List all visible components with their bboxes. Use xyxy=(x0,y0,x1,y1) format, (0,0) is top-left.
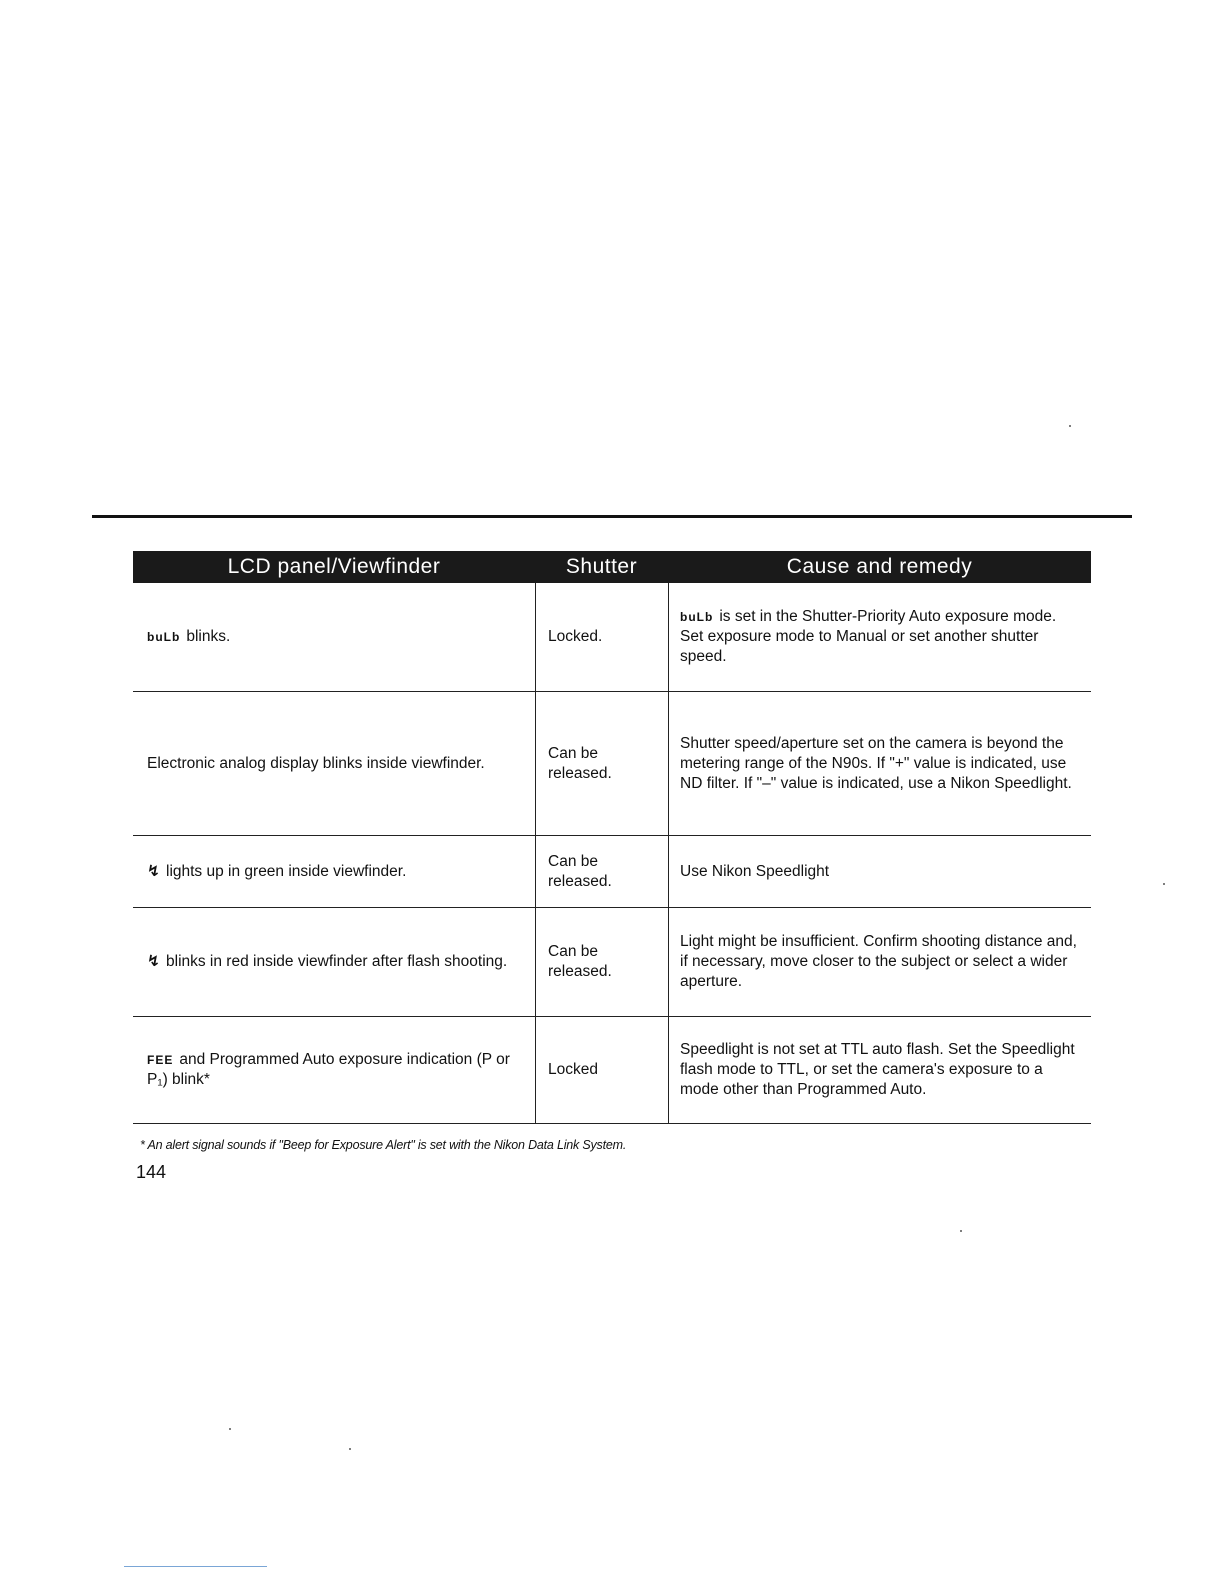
cell-remedy: Shutter speed/aperture set on the camera is beyond the metering range of the N90s. If "+" value is indicated, use ND filter. If "–" value is indicated, use a Nikon Speedlight. xyxy=(668,692,1091,835)
cell-shutter: Can be released. xyxy=(535,692,668,835)
header-cause-remedy: Cause and remedy xyxy=(786,555,973,578)
cell-remedy: Light might be insufficient. Confirm shooting distance and, if necessary, move closer to the subject or select a wider aperture. xyxy=(668,908,1091,1016)
table-row xyxy=(133,836,1091,908)
cell-shutter: Can be released. xyxy=(535,836,668,907)
cell-shutter: Locked xyxy=(535,1017,668,1123)
cell-shutter: Locked. xyxy=(535,583,668,691)
cell-remedy: Speedlight is not set at TTL auto flash. Set the Speedlight flash mode to TTL, or set the camera's exposure to a mode other than Programmed Auto. xyxy=(668,1017,1091,1123)
cell-indicator xyxy=(133,583,535,691)
troubleshooting-table xyxy=(133,551,1091,1124)
remedy-text: is set in the Shutter-Priority Auto exposure mode. Set exposure mode to Manual or set another shutter speed. xyxy=(680,608,1057,665)
cell-indicator xyxy=(133,1017,535,1123)
cell-remedy xyxy=(668,583,1091,691)
header-shutter: Shutter xyxy=(565,555,638,578)
cell-indicator xyxy=(133,836,535,907)
scan-speck xyxy=(229,1428,231,1430)
cell-shutter: Can be released. xyxy=(535,908,668,1016)
page-number: 144 xyxy=(136,1162,167,1182)
table-row xyxy=(133,583,1091,692)
scan-speck xyxy=(1163,883,1165,885)
fee-code: FEE xyxy=(147,1053,174,1067)
table-header xyxy=(133,551,1091,583)
indicator-text: and Programmed Auto exposure indication (P or P₁) blink* xyxy=(147,1051,510,1088)
cell-indicator: Electronic analog display blinks inside viewfinder. xyxy=(147,754,485,772)
bulb-code: buLb xyxy=(147,630,181,644)
indicator-text: lights up in green inside viewfinder. xyxy=(166,862,407,880)
table-row xyxy=(133,1017,1091,1124)
flash-ready-icon: ↯ xyxy=(147,862,160,880)
bulb-code: buLb xyxy=(680,610,714,624)
scan-speck xyxy=(1069,425,1071,427)
flash-ready-icon: ↯ xyxy=(147,953,160,970)
indicator-text: blinks in red inside viewfinder after flash shooting. xyxy=(166,953,508,970)
scan-speck xyxy=(349,1448,351,1450)
table-row xyxy=(133,692,1091,836)
header-lcd-panel: LCD panel/Viewfinder xyxy=(227,555,441,578)
section-divider xyxy=(92,515,1132,518)
footnote: * An alert signal sounds if "Beep for Exposure Alert" is set with the Nikon Data Link System. xyxy=(140,1138,627,1152)
cell-indicator xyxy=(133,908,535,1016)
indicator-text: blinks. xyxy=(186,628,231,645)
table-row xyxy=(133,908,1091,1017)
scan-speck xyxy=(960,1230,962,1232)
cell-remedy: Use Nikon Speedlight xyxy=(668,836,1091,907)
bottom-edge-line xyxy=(124,1566,267,1567)
